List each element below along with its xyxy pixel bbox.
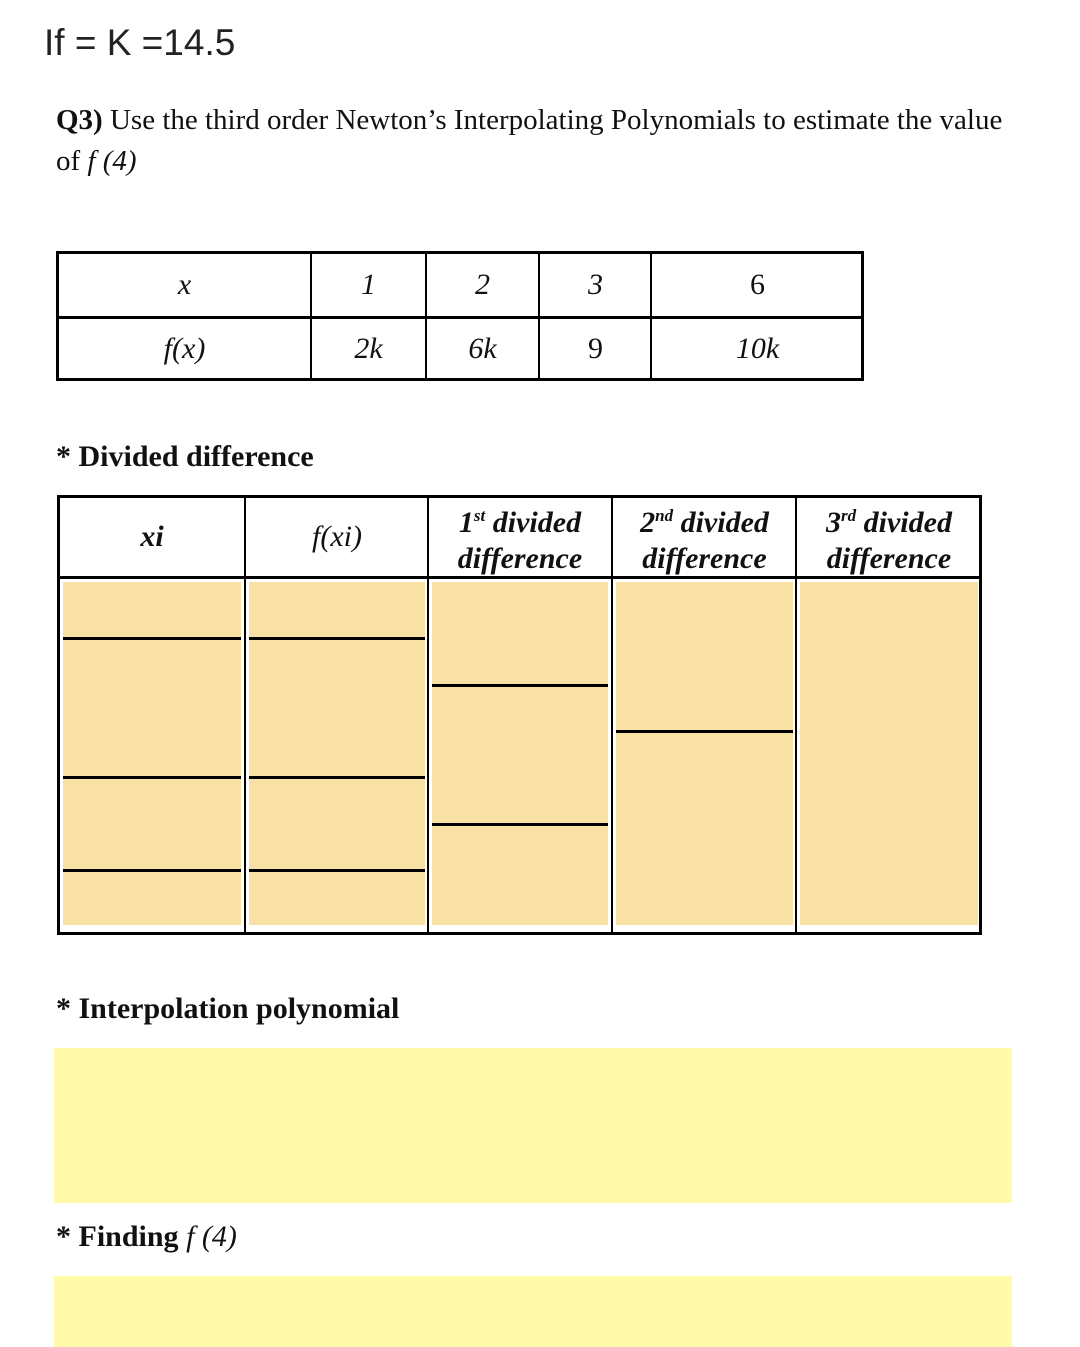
third-word: divided (863, 505, 952, 539)
answer-cell-fxi-2[interactable] (249, 779, 425, 872)
second-line2: difference (642, 541, 767, 575)
first-word: divided (492, 505, 582, 539)
question-number: Q3) (56, 104, 103, 136)
divided-difference-table (57, 495, 982, 935)
fx-value: 6k (425, 319, 538, 378)
answer-cell-fxi-3[interactable] (249, 872, 425, 925)
third-line2: difference (826, 541, 952, 575)
dd-header-row (60, 498, 979, 579)
interpolation-answer-box[interactable] (54, 1048, 1012, 1203)
question-target: f (4) (87, 145, 137, 177)
x-value: 6 (650, 254, 863, 316)
question-text (56, 100, 1016, 182)
k-value-line: If = K =14.5 (44, 22, 236, 63)
answer-cell-second-1[interactable] (616, 733, 793, 925)
answer-cell-fxi-0[interactable] (249, 582, 425, 640)
finding-target: f (4) (186, 1220, 237, 1253)
second-sup: nd (655, 505, 674, 525)
first-line2: difference (457, 541, 583, 575)
second-ord: 2 (640, 505, 656, 539)
finding-answer-box[interactable] (54, 1276, 1012, 1347)
finding-title (56, 1220, 237, 1254)
dd-column-xi (60, 579, 244, 932)
dd-column-third (795, 579, 981, 932)
header-second-divided (611, 498, 796, 576)
header-fxi-label: f(xi) (312, 520, 362, 553)
first-ord: 1 (458, 505, 474, 539)
dd-column-fxi (244, 579, 428, 932)
dd-column-second (611, 579, 796, 932)
fx-value: 9 (538, 319, 651, 378)
fx-value: 10k (650, 319, 863, 378)
answer-cell-first-1[interactable] (432, 687, 608, 826)
x-value: 2 (425, 254, 538, 316)
x-label: x (177, 268, 192, 301)
x-row (59, 254, 861, 319)
question-body: Use the third order Newton’s Interpolating Polynomials to estimate the value of (56, 104, 1003, 177)
given-data-table (56, 251, 864, 381)
answer-cell-first-0[interactable] (432, 582, 608, 687)
x-value: 1 (310, 254, 425, 316)
header-xi-label: xi (140, 520, 164, 553)
answer-cell-first-2[interactable] (432, 826, 608, 925)
fx-value: 2k (310, 319, 425, 378)
header-third-divided (795, 498, 981, 576)
answer-cell-xi-1[interactable] (63, 640, 241, 779)
dd-column-first (427, 579, 611, 932)
answer-cell-xi-2[interactable] (63, 779, 241, 872)
answer-cell-xi-3[interactable] (63, 872, 241, 925)
fx-row (59, 319, 861, 378)
x-value: 3 (538, 254, 651, 316)
answer-cell-fxi-1[interactable] (249, 640, 425, 779)
interpolation-title: * Interpolation polynomial (56, 992, 400, 1025)
header-fxi (244, 498, 428, 576)
answer-cell-third-0[interactable] (800, 582, 978, 925)
third-sup: rd (841, 505, 857, 525)
third-ord: 3 (826, 505, 842, 539)
finding-prefix: * Finding (56, 1220, 179, 1253)
second-word: divided (680, 505, 769, 539)
divided-difference-title: * Divided difference (56, 440, 314, 473)
answer-cell-xi-0[interactable] (63, 582, 241, 640)
first-sup: st (473, 505, 486, 525)
header-xi (60, 498, 244, 576)
header-first-divided (427, 498, 611, 576)
fx-label: f(x) (163, 331, 206, 365)
answer-cell-second-0[interactable] (616, 582, 793, 733)
